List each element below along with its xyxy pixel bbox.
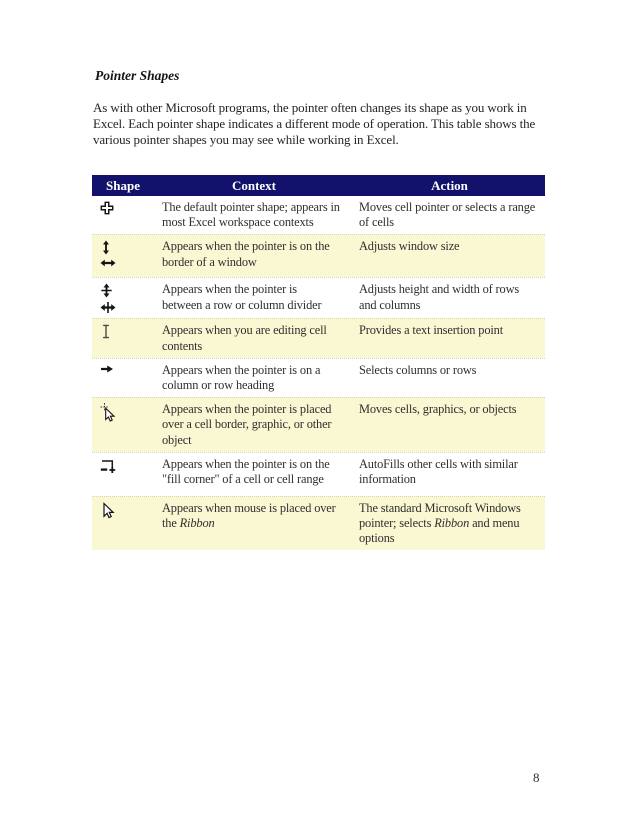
- page-title: Pointer Shapes: [95, 68, 180, 83]
- shape-cell: [92, 235, 154, 277]
- context-cell: Appears when the pointer is on a column or row heading: [162, 362, 321, 393]
- action-cell: Adjusts height and width of rows and columns: [359, 282, 520, 312]
- table-row: [92, 358, 545, 397]
- column-width-arrow-icon: [100, 301, 116, 314]
- action-cell: Selects columns or rows: [359, 362, 477, 377]
- table-row: [92, 196, 545, 234]
- context-cell: Appears when the pointer is on the border of a window: [162, 239, 330, 269]
- text-segment: Appears when mouse is placed over the: [162, 500, 336, 531]
- action-cell: [354, 497, 545, 551]
- pointer-shapes-table: [92, 175, 545, 550]
- horizontal-resize-arrow-icon: [100, 258, 116, 268]
- table-row: [92, 452, 545, 496]
- shape-cell: [92, 319, 154, 357]
- text-segment: and menu options: [359, 516, 520, 546]
- action-cell: AutoFills other cells with similar information: [359, 456, 518, 487]
- table-row: [92, 496, 545, 551]
- italic-term: Ribbon: [179, 516, 215, 531]
- move-pointer-icon: [100, 403, 117, 422]
- action-cell: Moves cells, graphics, or objects: [359, 402, 517, 417]
- i-beam-icon: [100, 324, 112, 339]
- shape-cell: [92, 453, 154, 496]
- text-segment: The standard Microsoft Windows pointer; selects: [359, 500, 521, 531]
- table-row: [92, 318, 545, 357]
- fill-handle-icon: [100, 458, 116, 474]
- table-body: [92, 196, 545, 550]
- row-height-arrow-icon: [100, 283, 113, 298]
- page-number: 8: [533, 770, 540, 785]
- context-cell: Appears when you are editing cell contents: [162, 323, 327, 353]
- table-row: [92, 234, 545, 277]
- table-row: [92, 397, 545, 452]
- action-cell: Moves cell pointer or selects a range of cells: [359, 200, 536, 230]
- header-shape: Shape: [106, 177, 140, 193]
- context-cell: Appears when the pointer is on the "fill corner" of a cell or cell range: [162, 456, 330, 487]
- context-cell: The default pointer shape; appears in most Excel workspace contexts: [162, 200, 340, 230]
- right-select-arrow-icon: [100, 364, 114, 374]
- arrow-pointer-icon: [100, 502, 115, 519]
- excel-cell-pointer-icon: [100, 201, 114, 215]
- table-row: [92, 277, 545, 318]
- italic-term: Ribbon: [434, 516, 470, 531]
- context-cell: [154, 497, 354, 551]
- shape-cell: [92, 196, 154, 234]
- table-header-row: [92, 175, 545, 196]
- header-context: Context: [231, 177, 277, 193]
- shape-cell: [92, 359, 154, 397]
- context-cell: Appears when the pointer is placed over a cell border, graphic, or other object: [162, 402, 332, 447]
- action-cell: Provides a text insertion point: [359, 323, 504, 338]
- shape-cell: [92, 497, 154, 551]
- header-action: Action: [431, 177, 468, 193]
- shape-cell: [92, 398, 154, 452]
- context-cell: Appears when the pointer is between a row or column divider: [162, 282, 322, 312]
- action-cell: Adjusts window size: [359, 239, 460, 254]
- intro-paragraph: As with other Microsoft programs, the pointer often changes its shape as you work in Excel. Each pointer shape indicates a different mode of operation. This table shows the various pointer shapes you may see while working in Excel.: [93, 100, 536, 147]
- vertical-resize-arrow-icon: [100, 240, 112, 255]
- shape-cell: [92, 278, 154, 318]
